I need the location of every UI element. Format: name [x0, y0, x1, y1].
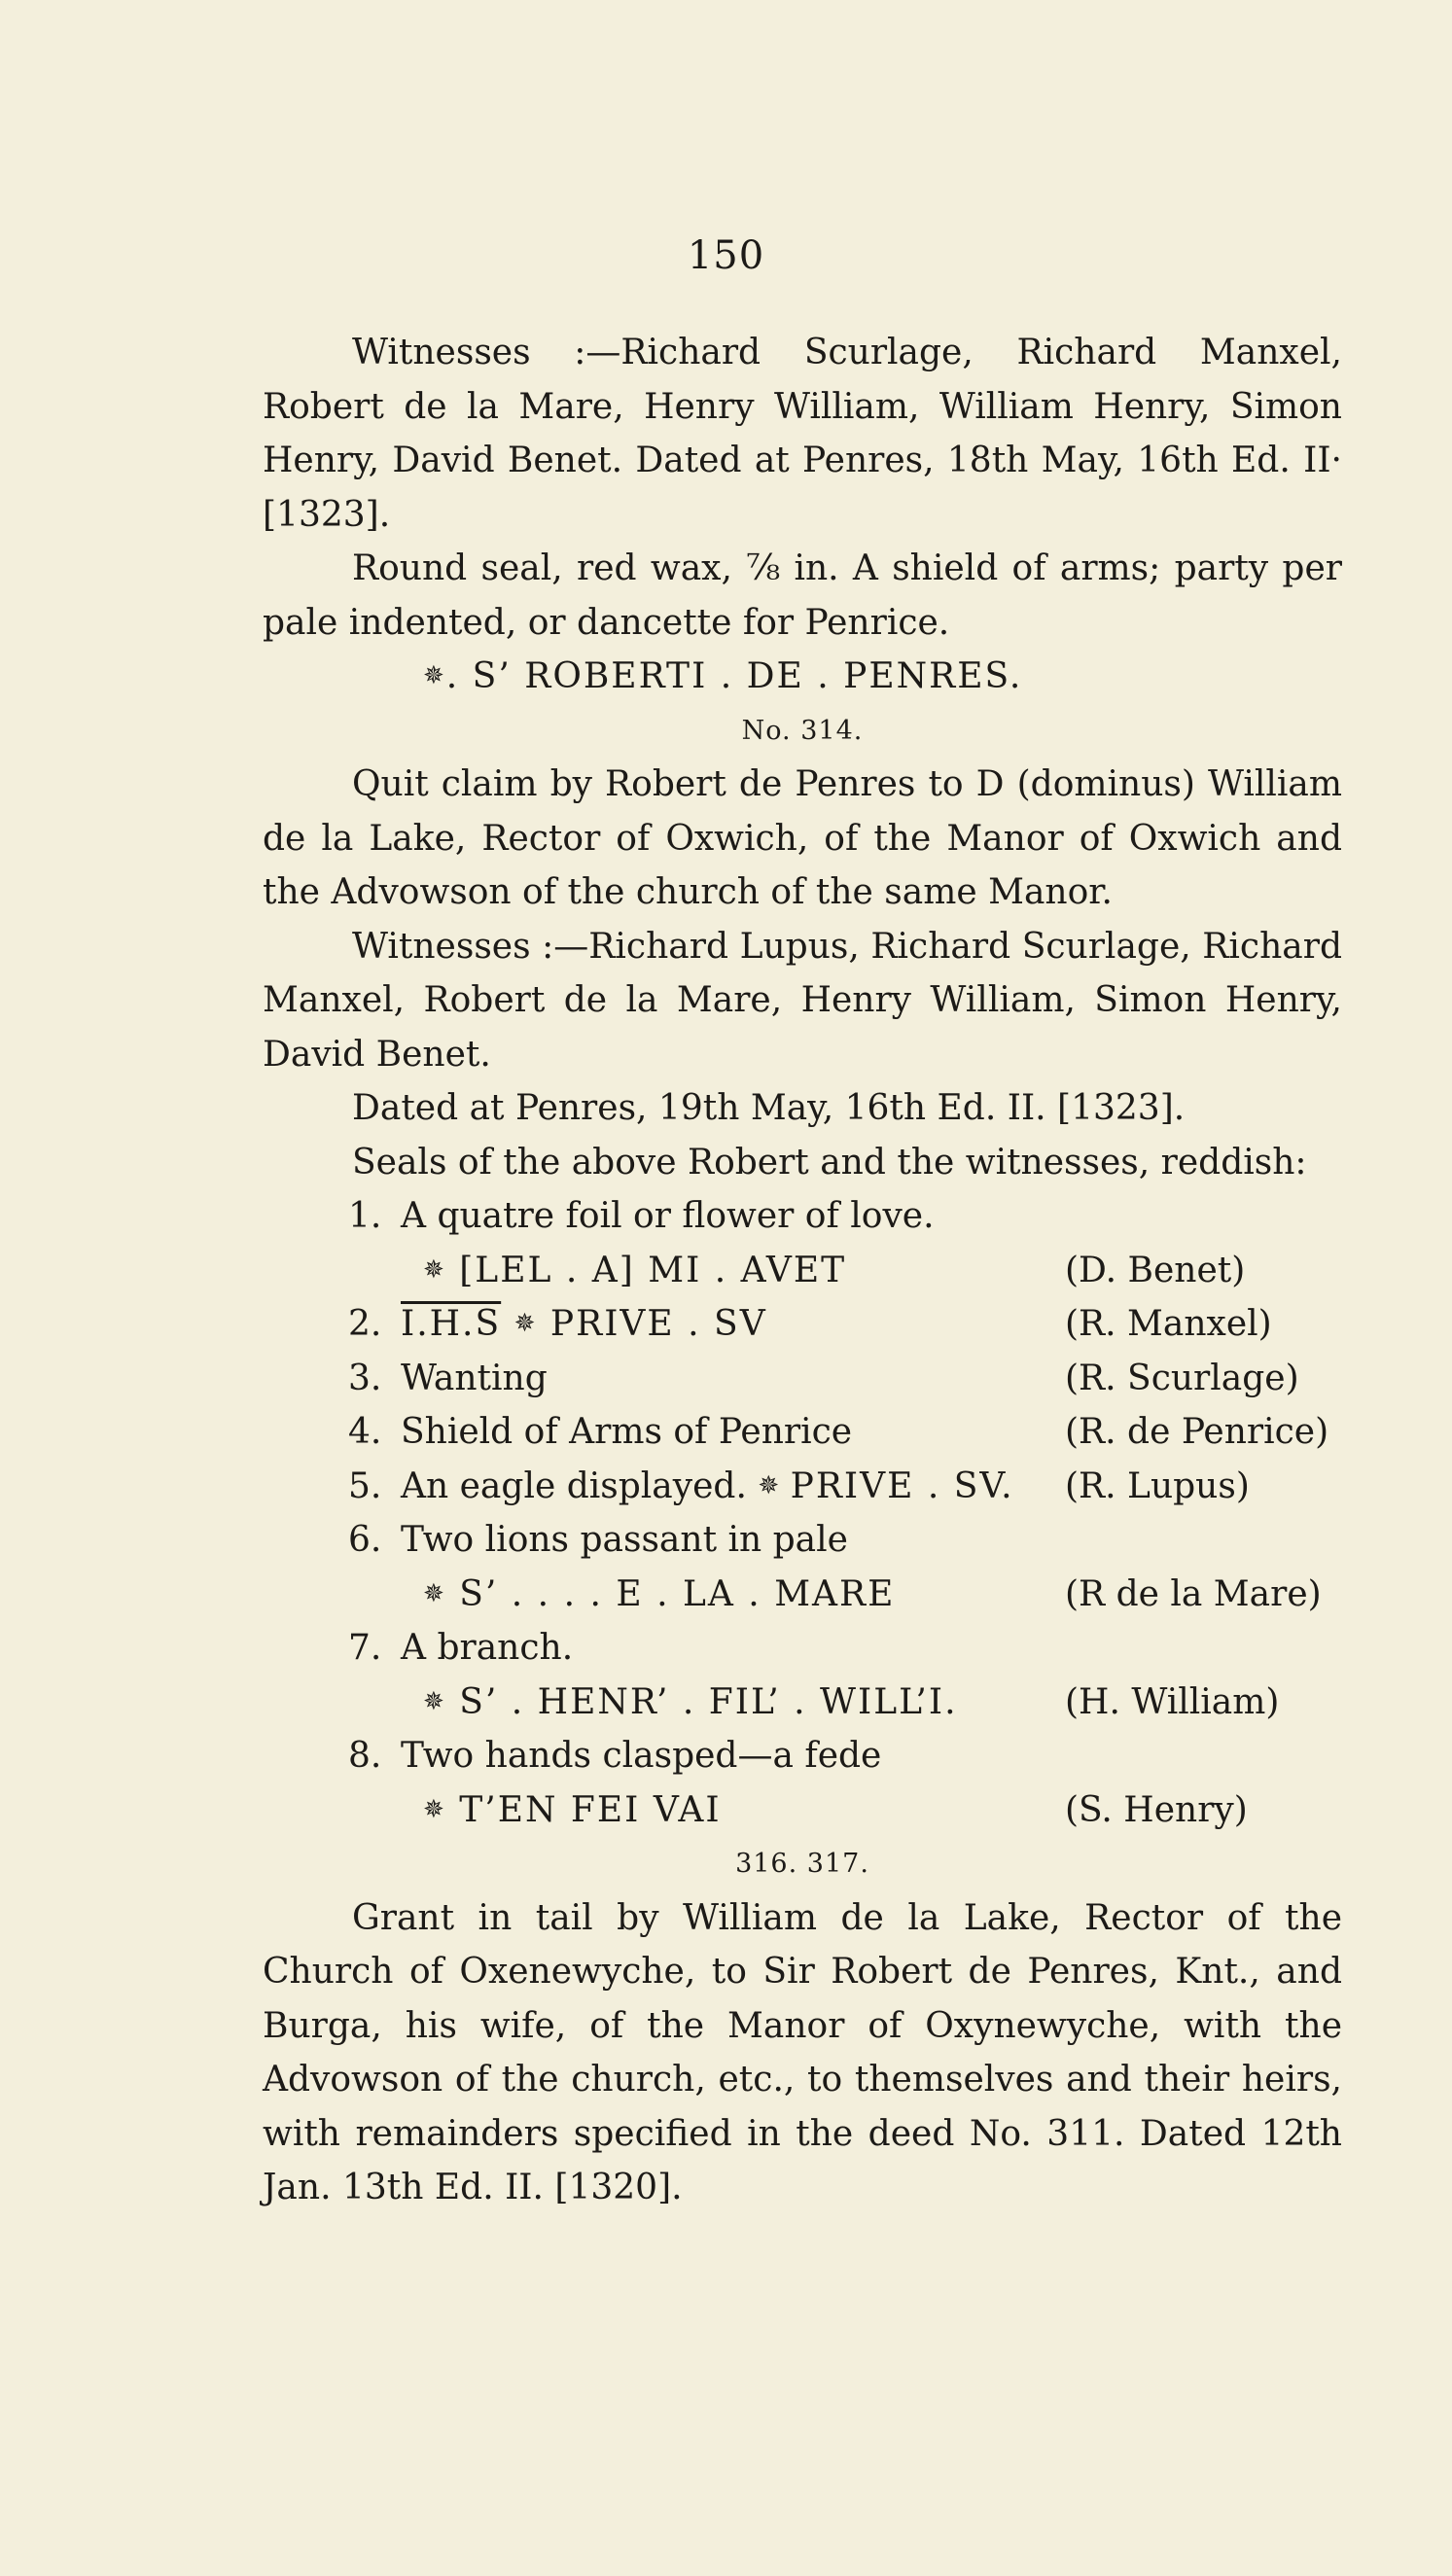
seal-description: A quatre foil or flower of love. [401, 1196, 935, 1236]
cross-icon: ✵ [423, 1686, 446, 1716]
seals-intro-line: Seals of the above Robert and the witnesses, reddish: [352, 1142, 1307, 1182]
page-text [263, 326, 1342, 2215]
seal-description: Wanting [401, 1358, 548, 1398]
heading-no-314: No. 314. [741, 715, 864, 746]
seal-owner: (R. Lupus) [1065, 1465, 1250, 1506]
seal-owner: (R. Scurlage) [1065, 1358, 1299, 1398]
seal-legend [423, 1244, 846, 1298]
heading-316-317: 316. 317. [735, 1849, 869, 1879]
seal-owner: (R de la Mare) [1065, 1573, 1322, 1614]
description-text: An eagle displayed. [401, 1465, 747, 1506]
seal-owner: (R. Manxel) [1065, 1304, 1272, 1344]
page-number: 150 [687, 233, 765, 278]
quitclaim-314-paragraph: Quit claim by Robert de Penres to D (dominus) William de la Lake, Rector of Oxwich, of the Manor of Oxwich and the Advowson of the church of the same Manor. [263, 764, 1342, 912]
seal-item-1-legend [263, 1244, 1342, 1298]
legend-text: S’ . HENR’ . FIL’ . WILL’I. [459, 1681, 958, 1722]
cross-icon: ✵ [514, 1309, 538, 1338]
witnesses-313-paragraph: Witnesses :—Richard Scurlage, Richard Manxel, Robert de la Mare, Henry William, William Henry, Simon Henry, David Benet. Dated at Penres, 18th May, 16th Ed. II· [1323]. [263, 333, 1342, 535]
legend-313-text: . S’ ROBERTI . DE . PENRES. [445, 656, 1023, 696]
seal-legend [423, 1568, 895, 1622]
legend-text: T’EN FEI VAI [459, 1789, 722, 1830]
seal-number: 4. [348, 1412, 382, 1452]
seal-description: Two lions passant in pale [401, 1520, 848, 1560]
seal-number: 7. [348, 1628, 382, 1668]
seal-description [401, 1460, 1014, 1514]
seal-item-8 [263, 1729, 1342, 1783]
seal-number: 2. [348, 1304, 382, 1344]
cross-icon: ✵ [423, 1578, 446, 1608]
seal-description: A branch. [401, 1628, 574, 1668]
seal-number: 5. [348, 1465, 382, 1506]
seal-legend [423, 1676, 958, 1730]
legend-text: PRIVE . SV. [790, 1465, 1014, 1506]
seal-number: 1. [348, 1196, 382, 1236]
seal-owner: (S. Henry) [1065, 1789, 1248, 1830]
seal-number: 3. [348, 1358, 382, 1398]
seal-item-1 [263, 1189, 1342, 1244]
seal-number: 8. [348, 1736, 382, 1776]
cross-icon: ✵ [758, 1470, 780, 1500]
legend-part-b: . AVET [714, 1250, 847, 1290]
seals-list [263, 1189, 1342, 1837]
seal-item-6 [263, 1513, 1342, 1568]
cross-icon: ✵ [423, 1254, 446, 1285]
ihs-monogram: I.H.S [401, 1304, 502, 1344]
seal-item-3 [263, 1352, 1342, 1406]
seal-item-5 [263, 1460, 1342, 1514]
seal-item-8-legend [263, 1783, 1342, 1838]
seal-owner: (D. Benet) [1065, 1250, 1246, 1290]
grant-316-paragraph: Grant in tail by William de la Lake, Rector of the Church of Oxenewyche, to Sir Robert de Penres, Knt., and Burga, his wife, of the Manor of Oxynewyche, with the Advowson of the church, etc., to themselves and their heirs, with remainders specified in the deed No. 311. Dated 12th Jan. 13th Ed. II. [1320]. [263, 1897, 1342, 2207]
seal-legend [423, 1783, 722, 1838]
seal-owner: (H. William) [1065, 1681, 1280, 1722]
seal-313-description: Round seal, red wax, ⅞ in. A shield of arms; party per pale indented, or dancette for Penrice. [263, 548, 1342, 643]
seal-item-2 [263, 1297, 1342, 1352]
seal-item-6-legend [263, 1568, 1342, 1622]
dated-314-line: Dated at Penres, 19th May, 16th Ed. II. [1323]. [352, 1088, 1186, 1128]
seal-legend [401, 1297, 767, 1352]
seal-item-7-legend [263, 1676, 1342, 1730]
witnesses-314-paragraph: Witnesses :—Richard Lupus, Richard Scurlage, Richard Manxel, Robert de la Mare, Henry William, Simon Henry, David Benet. [263, 926, 1342, 1075]
seal-description: Two hands clasped—a fede [401, 1736, 882, 1776]
legend-part-a: [LEL . A] MI [459, 1250, 702, 1290]
seal-description: Shield of Arms of Penrice [401, 1412, 853, 1452]
legend-text: S’ . . . . E . LA . MARE [459, 1573, 896, 1614]
seal-owner: (R. de Penrice) [1065, 1412, 1329, 1452]
cross-icon: ✵ [423, 661, 446, 690]
seal-item-7 [263, 1621, 1342, 1676]
cross-icon: ✵ [423, 1794, 446, 1824]
seal-number: 6. [348, 1520, 382, 1560]
legend-text: PRIVE . SV [549, 1304, 767, 1344]
seal-item-4 [263, 1405, 1342, 1460]
seal-313-legend [263, 650, 1342, 704]
